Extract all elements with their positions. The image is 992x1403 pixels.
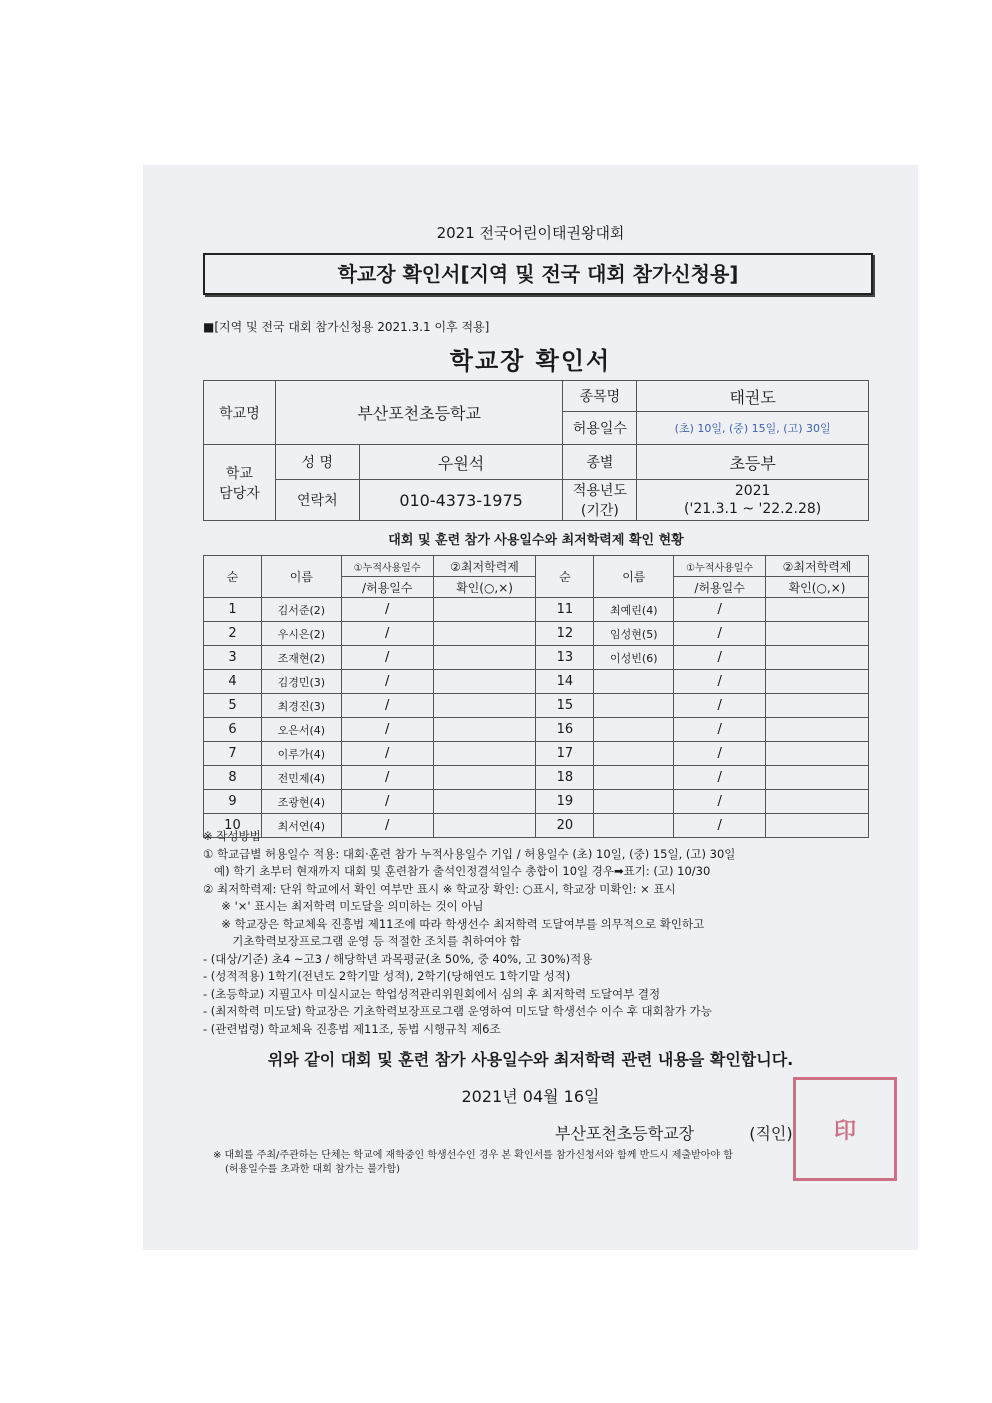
instruction-line: 예) 학기 초부터 현재까지 대회 및 훈련참가 출석인정결석일수 총합이 10일 경우➡표기: (고) 10/30 bbox=[203, 864, 711, 878]
cell-r-no: 17 bbox=[536, 742, 594, 766]
cell-l-no: 6 bbox=[204, 718, 262, 742]
applied-year bbox=[637, 480, 869, 521]
cell-l-name: 김경민(3) bbox=[261, 670, 341, 694]
year-label-line2: (기간) bbox=[580, 503, 619, 519]
cell-r-days: / bbox=[674, 742, 766, 766]
cell-r-days: / bbox=[674, 670, 766, 694]
cell-r-days: / bbox=[674, 814, 766, 838]
instruction-line: - (성적적용) 1학기(전년도 2학기말 성적), 2학기(당해연도 1학기말 성적) bbox=[203, 969, 571, 983]
cell-l-name: 우시은(2) bbox=[261, 622, 341, 646]
confirmation-text: 위와 같이 대회 및 훈련 참가 사용일수와 최저학력 관련 내용을 확인합니다. bbox=[267, 1050, 794, 1069]
cell-r-min bbox=[766, 622, 869, 646]
cell-l-no: 8 bbox=[204, 766, 262, 790]
cell-l-days: / bbox=[341, 742, 433, 766]
table-row bbox=[204, 598, 869, 622]
instruction-line: - (초등학교) 지필고사 미실시교는 학업성적관리위원회에서 심의 후 최저학력 도달여부 결정 bbox=[203, 986, 661, 1001]
header-name-right: 이름 bbox=[594, 556, 674, 598]
footnote bbox=[213, 1149, 873, 1177]
cell-r-min bbox=[766, 718, 869, 742]
info-table bbox=[203, 380, 869, 521]
cell-l-min bbox=[433, 694, 536, 718]
cell-r-name bbox=[594, 670, 674, 694]
division: 초등부 bbox=[637, 445, 869, 480]
cell-l-no: 10 bbox=[204, 814, 262, 838]
staff-name: 우원석 bbox=[359, 445, 563, 480]
cell-r-days: / bbox=[674, 646, 766, 670]
header-days-right-2: /허용일수 bbox=[674, 577, 766, 598]
year-label bbox=[563, 480, 637, 521]
principal-name: 부산포천초등학교장 bbox=[555, 1124, 695, 1143]
year-label-line1: 적용년도 bbox=[572, 483, 627, 499]
header-min-left-2: 확인(○,×) bbox=[433, 577, 536, 598]
school-label: 학교명 bbox=[204, 381, 276, 445]
cell-r-min bbox=[766, 694, 869, 718]
instruction-line: ② 최저학력제: 단위 학교에서 확인 여부만 표시 ※ 학교장 확인: ○표시, 학교장 미확인: × 표시 bbox=[203, 881, 676, 896]
applicability-note: ■[지역 및 전국 대회 참가신청용 2021.3.1 이후 적용] bbox=[203, 320, 490, 334]
cell-l-min bbox=[433, 742, 536, 766]
cell-l-min bbox=[433, 598, 536, 622]
cell-r-days: / bbox=[674, 622, 766, 646]
cell-r-no: 18 bbox=[536, 766, 594, 790]
table-row bbox=[204, 718, 869, 742]
table-row bbox=[204, 646, 869, 670]
cell-r-days: / bbox=[674, 694, 766, 718]
table-row bbox=[204, 766, 869, 790]
instruction-line: - (관련법령) 학교체육 진흥법 제11조, 동법 시행규칙 제6조 bbox=[203, 1021, 501, 1036]
cell-r-days: / bbox=[674, 718, 766, 742]
cell-r-name bbox=[594, 694, 674, 718]
header-min-right: ②최저학력제 bbox=[766, 556, 869, 577]
instruction-line: ※ 작성방법 bbox=[203, 829, 261, 843]
footnote-line-1: ※ 대회를 주최/주관하는 단체는 학교에 재학중인 학생선수인 경우 본 확인서를 참가신청서와 함께 반드시 제출받아야 함 bbox=[213, 1150, 733, 1161]
staff-label bbox=[204, 445, 276, 521]
cell-r-name: 최예린(4) bbox=[594, 598, 674, 622]
cell-l-name: 조광현(4) bbox=[261, 790, 341, 814]
cell-l-days: / bbox=[341, 718, 433, 742]
cell-r-min bbox=[766, 766, 869, 790]
seal-label: (직인) bbox=[749, 1124, 793, 1143]
table-row bbox=[204, 694, 869, 718]
cell-r-name bbox=[594, 790, 674, 814]
cell-l-days: / bbox=[341, 646, 433, 670]
cell-r-name bbox=[594, 766, 674, 790]
issue-date: 2021년 04월 16일 bbox=[461, 1087, 600, 1106]
cell-r-name bbox=[594, 718, 674, 742]
header-name-left: 이름 bbox=[261, 556, 341, 598]
cell-r-no: 14 bbox=[536, 670, 594, 694]
cell-l-days: / bbox=[341, 694, 433, 718]
principal-signature bbox=[555, 1121, 793, 1144]
footnote-line-2: (허용일수를 초과한 대회 참가는 불가함) bbox=[225, 1164, 401, 1175]
instruction-line: - (최저학력 미도달) 학교장은 기초학력보장프로그램 운영하여 미도달 학생선수 이수 후 대회참가 가능 bbox=[203, 1004, 712, 1018]
cell-l-name: 최서연(4) bbox=[261, 814, 341, 838]
year: 2021 bbox=[734, 483, 771, 499]
cell-l-days: / bbox=[341, 670, 433, 694]
cell-l-no: 9 bbox=[204, 790, 262, 814]
table-row bbox=[204, 742, 869, 766]
cell-l-days: / bbox=[341, 598, 433, 622]
form-title: 학교장 확인서[지역 및 전국 대회 참가신청용] bbox=[203, 253, 873, 295]
instruction-line: ① 학교급별 허용일수 적용: 대회·훈련 참가 누적사용일수 기입 / 허용일수 (초) 10일, (중) 15일, (고) 30일 bbox=[203, 846, 736, 861]
cell-r-no: 15 bbox=[536, 694, 594, 718]
event-name: 태권도 bbox=[637, 381, 869, 412]
instruction-line: ※ 학교장은 학교체육 진흥법 제11조에 따라 학생선수 최저학력 도달여부를 의무적으로 확인하고 bbox=[203, 916, 705, 931]
official-seal-stamp: 印 bbox=[793, 1077, 897, 1181]
header-days-left: ①누적사용일수 bbox=[341, 556, 433, 577]
cell-r-min bbox=[766, 670, 869, 694]
cell-l-min bbox=[433, 646, 536, 670]
cell-l-name: 오은서(4) bbox=[261, 718, 341, 742]
event-title: 2021 전국어린이태권왕대회 bbox=[436, 224, 625, 242]
staff-label-line2: 담당자 bbox=[219, 485, 260, 502]
cell-r-no: 12 bbox=[536, 622, 594, 646]
cell-l-no: 5 bbox=[204, 694, 262, 718]
contact: 010-4373-1975 bbox=[359, 480, 563, 521]
cell-l-no: 3 bbox=[204, 646, 262, 670]
cell-r-days: / bbox=[674, 766, 766, 790]
cell-r-min bbox=[766, 598, 869, 622]
cell-r-name bbox=[594, 742, 674, 766]
cell-l-min bbox=[433, 790, 536, 814]
allowed-days: (초) 10일, (중) 15일, (고) 30일 bbox=[637, 412, 869, 445]
school-name: 부산포천초등학교 bbox=[275, 381, 563, 445]
cell-r-name: 임성현(5) bbox=[594, 622, 674, 646]
allowed-days-label: 허용일수 bbox=[563, 412, 637, 445]
table-row bbox=[204, 622, 869, 646]
cell-l-no: 2 bbox=[204, 622, 262, 646]
cell-r-min bbox=[766, 790, 869, 814]
cell-r-no: 19 bbox=[536, 790, 594, 814]
name-label: 성 명 bbox=[275, 445, 359, 480]
cell-l-days: / bbox=[341, 766, 433, 790]
cell-l-name: 최경진(3) bbox=[261, 694, 341, 718]
cell-r-min bbox=[766, 646, 869, 670]
header-days-right: ①누적사용일수 bbox=[674, 556, 766, 577]
table-row bbox=[204, 790, 869, 814]
cell-r-no: 16 bbox=[536, 718, 594, 742]
document-sheet bbox=[143, 165, 918, 1250]
cell-l-min bbox=[433, 622, 536, 646]
cell-l-no: 7 bbox=[204, 742, 262, 766]
cell-l-name: 이루가(4) bbox=[261, 742, 341, 766]
cell-r-days: / bbox=[674, 598, 766, 622]
cell-l-min bbox=[433, 766, 536, 790]
cell-r-no: 11 bbox=[536, 598, 594, 622]
header-no-right: 순 bbox=[536, 556, 594, 598]
table-row bbox=[204, 670, 869, 694]
status-table bbox=[203, 555, 869, 838]
event-label: 종목명 bbox=[563, 381, 637, 412]
header-min-right-2: 확인(○,×) bbox=[766, 577, 869, 598]
cell-l-name: 조재현(2) bbox=[261, 646, 341, 670]
cell-l-days: / bbox=[341, 622, 433, 646]
document-title: 학교장 확인서 bbox=[449, 347, 612, 375]
cell-l-name: 전민제(4) bbox=[261, 766, 341, 790]
cell-r-name: 이성빈(6) bbox=[594, 646, 674, 670]
cell-r-no: 20 bbox=[536, 814, 594, 838]
cell-l-days: / bbox=[341, 790, 433, 814]
status-title: 대회 및 훈련 참가 사용일수와 최저학력제 확인 현황 bbox=[388, 533, 684, 548]
status-rows bbox=[204, 598, 869, 838]
header-no-left: 순 bbox=[204, 556, 262, 598]
cell-l-no: 1 bbox=[204, 598, 262, 622]
contact-label: 연락처 bbox=[275, 480, 359, 521]
cell-l-name: 김서준(2) bbox=[261, 598, 341, 622]
cell-r-days: / bbox=[674, 790, 766, 814]
cell-l-days: / bbox=[341, 814, 433, 838]
header-min-left: ②최저학력제 bbox=[433, 556, 536, 577]
cell-l-no: 4 bbox=[204, 670, 262, 694]
division-label: 종별 bbox=[563, 445, 637, 480]
instructions bbox=[203, 828, 893, 1038]
staff-label-line1: 학교 bbox=[225, 465, 253, 482]
instruction-line: ※ '×' 표시는 최저학력 미도달을 의미하는 것이 아님 bbox=[203, 899, 484, 913]
instruction-line: 기초학력보장프로그램 운영 등 적절한 조치를 취하여야 함 bbox=[203, 934, 521, 948]
cell-r-no: 13 bbox=[536, 646, 594, 670]
cell-l-min bbox=[433, 718, 536, 742]
period: ('21.3.1 ~ '22.2.28) bbox=[684, 501, 822, 517]
header-days-left-2: /허용일수 bbox=[341, 577, 433, 598]
instruction-line: - (대상/기준) 초4 ~고3 / 해당학년 과목평균(초 50%, 중 40%, 고 30%)적용 bbox=[203, 951, 593, 966]
cell-l-min bbox=[433, 670, 536, 694]
cell-r-min bbox=[766, 742, 869, 766]
